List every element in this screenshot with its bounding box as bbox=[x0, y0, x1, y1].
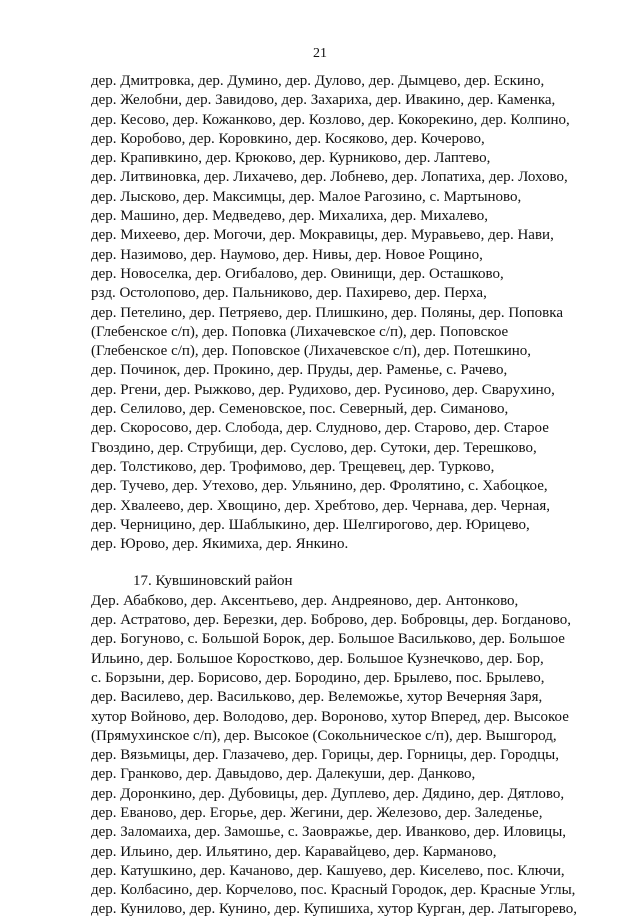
section-heading: 17. Кувшиновский район bbox=[133, 573, 293, 590]
kuvshinovsky-settlement-list: Дер. Абабково, дер. Аксентьево, дер. Андреяново, дер. Антонково, дер. Астратово, дер. Березки, дер. Боброво, дер. Бобровцы, дер. Богданово, дер. Богуново, с. Большой Борок, дер. Большое Васильково, дер. Большое Ильино, дер. Большое Коростково, дер. Большое Кузнечково, дер. Бор, с. Борзыни, дер. Борисово, дер. Бородино, дер. Брылево, пос. Брылево, дер. Василево, дер. Васильково, дер. Велеможье, хутор Вечерняя Заря, хутор Войново, дер. Володово, дер. Вороново, хутор Вперед, дер. Высокое (Прямухинское с/п), дер. Высокое (Сокольническое с/п), дер. Вышгород, дер. Вязьмицы, дер. Глазачево, дер. Горицы, дер. Горницы, дер. Городцы, дер. Гранково, дер. Давыдово, дер. Далекуши, дер. Данково, дер. Доронкино, дер. Дубовицы, дер. Дуплево, дер. Дядино, дер. Дятлово, дер. Еваново, дер. Егорье, дер. Жегини, дер. Железово, дер. Заледенье, дер. Заломаиха, дер. Замошье, с. Заовражье, дер. Иванково, дер. Иловицы, дер. Ильино, дер. Ильятино, дер. Каравайцево, дер. Карманово, дер. Катушкино, дер. Качаново, дер. Кашуево, дер. Киселево, пос. Ключи, дер. Колбасино, дер. Корчелово, пос. Красный Городок, дер. Красные Углы, дер. Кунилово, дер. Кунино, дер. Купишиха, хутор Курган, дер. Латыгорево, bbox=[91, 592, 577, 918]
page-number: 21 bbox=[313, 46, 327, 61]
document-body bbox=[91, 72, 589, 920]
settlement-list-paragraph: дер. Дмитровка, дер. Думино, дер. Дулово, дер. Дымцево, дер. Ескино, дер. Желобни, дер. Завидово, дер. Захариха, дер. Ивакино, дер. Каменка, дер. Кесово, дер. Кожанково, дер. Козлово, дер. Кокорекино, дер. Колпино, дер. Коробово, дер. Коровкино, дер. Косяково, дер. Кочерово, дер. Крапивкино, дер. Крюково, дер. Курниково, дер. Лаптево, дер. Литвиновка, дер. Лихачево, дер. Лобнево, дер. Лопатиха, дер. Лохово, дер. Лысково, дер. Максимцы, дер. Малое Рагозино, с. Мартыново, дер. Машино, дер. Медведево, дер. Михалиха, дер. Михалево, дер. Михеево, дер. Могочи, дер. Мокравицы, дер. Муравьево, дер. Нави, дер. Назимово, дер. Наумово, дер. Нивы, дер. Новое Рощино, дер. Новоселка, дер. Огибалово, дер. Овинищи, дер. Осташково, рзд. Остолопово, дер. Пальниково, дер. Пахирево, дер. Перха, дер. Петелино, дер. Петряево, дер. Плишкино, дер. Поляны, дер. Поповка (Глебенское с/п), дер. Поповка (Лихачевское с/п), дер. Поповское (Глебенское с/п), дер. Поповское (Лихачевское с/п), дер. Потешкино, дер. Починок, дер. Прокино, дер. Пруды, дер. Раменье, с. Рачево, дер. Ргени, дер. Рыжково, дер. Рудихово, дер. Русиново, дер. Сварухино, дер. Селилово, дер. Семеновское, пос. Северный, дер. Симаново, дер. Скоросово, дер. Слобода, дер. Слудново, дер. Старово, дер. Старое Гвоздино, дер. Струбищи, дер. Суслово, дер. Сутоки, дер. Терешково, дер. Толстиково, дер. Трофимово, дер. Трещевец, дер. Турково, дер. Тучево, дер. Утехово, дер. Ульянино, дер. Фролятино, с. Хабоцкое, дер. Хвалеево, дер. Хвощино, дер. Хребтово, дер. Чернава, дер. Черная, дер. Черницино, дер. Шаблыкино, дер. Шелгирогово, дер. Юрицево, дер. Юрово, дер. Якимиха, дер. Янкино. bbox=[91, 73, 570, 553]
